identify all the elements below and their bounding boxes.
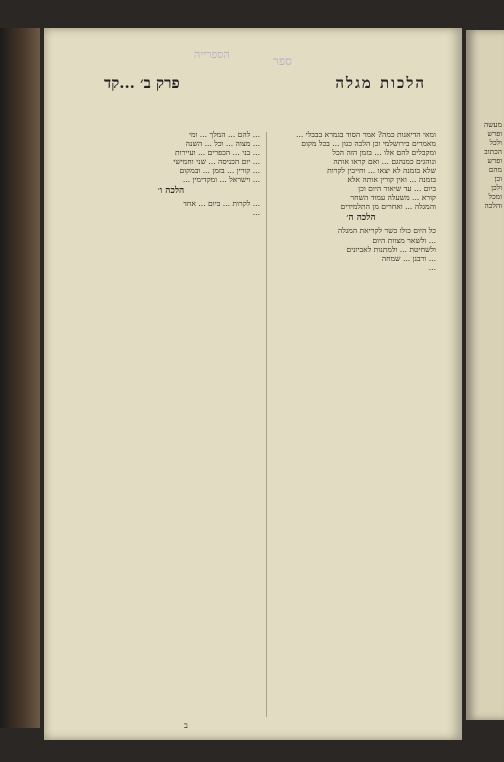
section-heading: הלכה ה׳ xyxy=(346,213,376,224)
text-line: קורא ... משעלה עמוד השחר xyxy=(350,193,436,203)
book-page xyxy=(44,28,462,740)
running-title-left: פרק ב׳ ...קד xyxy=(104,74,180,92)
text-line: ביום ... עד שיאור היום וכן xyxy=(358,184,436,194)
page-header xyxy=(44,74,462,104)
running-title-right: הלכות מגלה xyxy=(335,74,426,92)
text-line: כל היום כולו כשר לקריאת המגלה xyxy=(337,226,436,236)
text-line: ... יום הכניסה ... שני וחמישי xyxy=(173,157,260,167)
text-line: ... ורבנן ... שמחה xyxy=(381,253,436,263)
text-line: והמגלה ... ואחרים מן התלמידים xyxy=(340,202,436,212)
section-heading: הלכה ו׳ xyxy=(157,186,185,197)
text-line: ומאי הדיאנות כמה? אמר הסוד בגמרא בבבלי ... xyxy=(296,130,436,139)
text-line: ... xyxy=(428,262,436,272)
book-binding xyxy=(0,28,40,728)
text-line: ... להם ... המלך ... ומי xyxy=(188,130,260,139)
library-stamp: הספרייה xyxy=(194,48,230,61)
text-line: והלכה xyxy=(484,201,502,210)
text-line: וכן xyxy=(494,174,502,183)
right-text-column xyxy=(286,130,436,720)
text-line: ולכל xyxy=(489,138,502,147)
text-line: ולכן xyxy=(491,183,502,192)
text-line: ... ולשאר מצוות היום xyxy=(372,235,436,245)
left-text-column xyxy=(82,130,260,720)
text-line: ... מצוה ... וכל ... השנה xyxy=(185,139,260,149)
text-line: ומקבלים להם אלו ... בזמן הזה הכל xyxy=(332,148,436,158)
page-signature: ב xyxy=(184,721,188,730)
text-line: ופרש xyxy=(487,156,502,165)
text-line: ולשחיטת ... ולמתנות לאביונים xyxy=(346,244,436,254)
text-line: ופרש xyxy=(487,129,502,138)
text-line: ... וישראל ... ומקדימין ... xyxy=(182,175,260,185)
text-line: מאמרים בירושלמי וכן הלכה כגון ... בכל מקום xyxy=(301,139,436,149)
text-line: בזמנה ... ואין קורין אותה אלא xyxy=(347,175,436,185)
library-stamp: ספר xyxy=(272,54,292,68)
text-line: מעשה xyxy=(483,120,502,129)
text-line: שלא בזמנה לא יצאו ... וחייבין לקרות xyxy=(327,166,436,176)
column-divider xyxy=(266,132,267,717)
text-line: ... בני ... הכפרים ... ועיירות xyxy=(175,148,260,158)
text-line: ומכל xyxy=(488,192,502,201)
text-line: ונוהגים כמנהגם ... ואם קראו אותה xyxy=(333,157,436,167)
facing-page-edge xyxy=(466,30,504,720)
text-line: הכתוב xyxy=(484,147,502,156)
text-line: מהם xyxy=(488,165,502,174)
text-line: ... לקרות ... ביום ... אחד xyxy=(183,199,260,209)
text-line: ... xyxy=(252,208,260,218)
text-line: ... קורין ... בזמן ... ובמקום xyxy=(179,166,260,176)
